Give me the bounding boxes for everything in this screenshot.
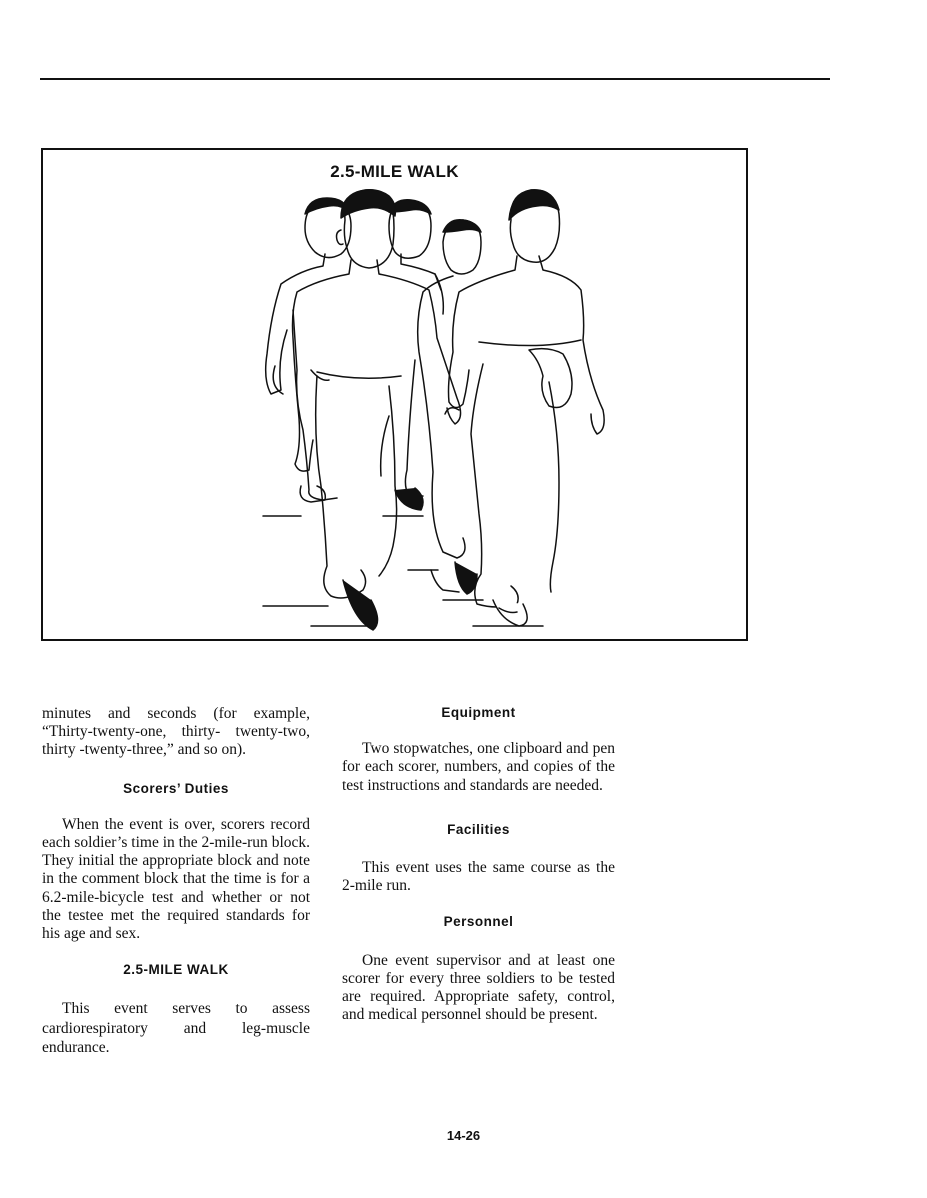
figure-frame [41,148,748,641]
equipment-paragraph: Two stopwatches, one clipboard and pen for each scorer, numbers, and copies of the test instructions and standards are needed. [342,740,615,794]
top-rule [40,78,830,80]
scorers-duties-heading: Scorers’ Duties [123,780,229,796]
walker-front-right [445,190,604,626]
walker-back-middle [389,200,443,510]
walker-center-right [418,220,481,594]
facilities-paragraph: This event uses the same course as the 2-mile run. [342,859,615,895]
scorers-duties-paragraph: When the event is over, scorers record each soldier’s time in the 2-mile-run block. They initial the appropriate block and note in the comment block that the time is for a 6.2-mile-bicycle test and whether or not the testee met the required standards for his age and sex. [42,815,310,943]
continued-paragraph: minutes and seconds (for example, “Thirty-twenty-one, thirty- twenty-two, thirty -twenty-three,” and so on). [42,705,310,759]
left-column [42,705,310,1058]
walker-front-center [273,190,460,630]
facilities-heading: Facilities [447,821,510,837]
page-number: 14-26 [446,1128,481,1143]
walking-soldiers-illustration [43,150,746,639]
personnel-heading: Personnel [443,914,514,930]
walk-paragraph: This event serves to assess cardiorespiratory and leg-muscle endurance. [42,1000,310,1057]
equipment-heading: Equipment [441,705,516,720]
figure-title: 2.5-MILE WALK [330,162,459,181]
walk-heading: 2.5-MILE WALK [123,962,229,978]
right-column [342,702,615,1024]
personnel-paragraph: One event supervisor and at least one scorer for every three soldiers to be tested are required. Appropriate safety, control, and medical personnel should be present. [342,951,615,1024]
